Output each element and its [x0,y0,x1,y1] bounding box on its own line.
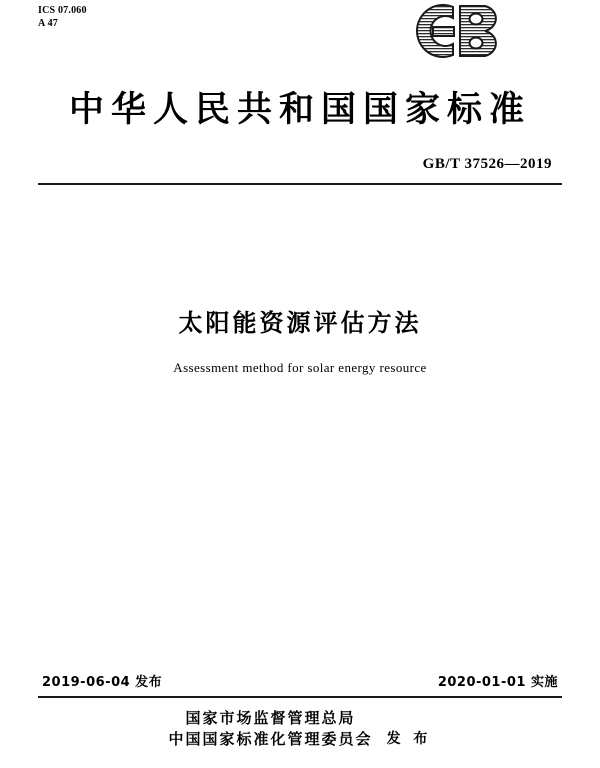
effective-date: 2020-01-01 实施 [437,675,558,690]
classification-code: A 47 [38,18,58,29]
national-standard-title: 中华人民共和国国家标准 [68,90,531,130]
issuer-block [38,708,562,750]
issuer-names [169,708,373,750]
ics-code: ICS 07.060 [38,5,87,16]
issuer-verb: 发 布 [386,731,432,747]
issuer-line-2: 中国国家标准化管理委员会 [168,730,373,748]
gb-emblem-icon [404,0,514,62]
footer [38,671,562,750]
header-divider [38,183,562,185]
document-title-chinese: 太阳能资源评估方法 [178,309,422,337]
standard-number: GB/T 37526—2019 [422,156,552,172]
ics-classification-block [38,4,87,30]
footer-divider [38,696,562,698]
header-row [38,0,562,72]
issuer-line-1: 国家市场监督管理总局 [185,709,356,727]
document-title-english: Assessment method for solar energy resource [173,360,427,375]
dates-row [38,671,562,696]
issue-date: 2019-06-04 发布 [42,675,163,690]
